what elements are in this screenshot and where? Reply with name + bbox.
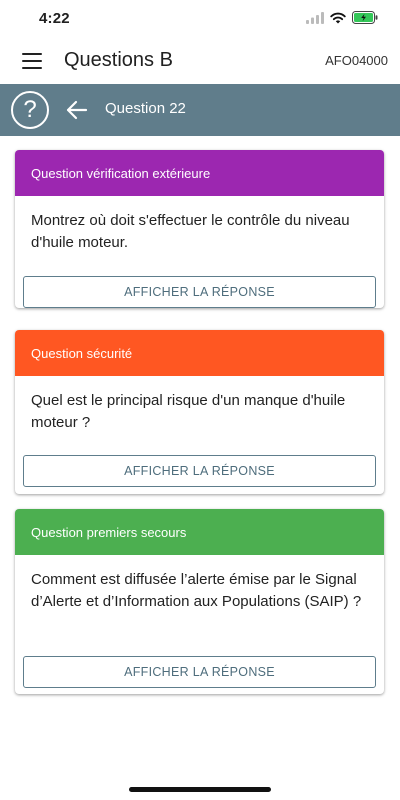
question-toolbar xyxy=(0,84,400,136)
menu-icon[interactable] xyxy=(22,53,42,69)
question-text: Comment est diffusée l’alerte émise par le Signal d’Alerte et d’Information aux Populations (SAIP) ? xyxy=(31,571,362,610)
question-card-safety xyxy=(15,330,384,494)
card-header-label: Question premiers secours xyxy=(31,524,187,540)
signal-icon xyxy=(306,12,324,24)
card-header-label: Question vérification extérieure xyxy=(31,165,211,181)
question-text: Quel est le principal risque d'un manque d'huile moteur ? xyxy=(31,392,346,431)
card-header xyxy=(15,509,384,555)
show-answer-button[interactable]: AFFICHER LA RÉPONSE xyxy=(23,455,376,487)
wifi-icon xyxy=(330,12,346,24)
card-header-label: Question sécurité xyxy=(31,345,133,361)
card-header xyxy=(15,330,384,376)
show-answer-button[interactable]: AFFICHER LA RÉPONSE xyxy=(23,656,376,688)
app-title: Questions B xyxy=(64,49,173,71)
home-indicator xyxy=(129,787,271,792)
app-bar xyxy=(0,38,400,84)
show-answer-button[interactable]: AFFICHER LA RÉPONSE xyxy=(23,276,376,308)
status-bar xyxy=(0,0,400,38)
question-number-title: Question 22 xyxy=(105,100,186,117)
card-header xyxy=(15,150,384,196)
status-icons xyxy=(306,11,378,24)
question-card-first-aid xyxy=(15,509,384,694)
back-arrow-icon[interactable] xyxy=(66,100,88,120)
app-code: AFO04000 xyxy=(325,53,388,68)
status-time: 4:22 xyxy=(39,10,70,27)
question-text: Montrez où doit s'effectuer le contrôle du niveau d'huile moteur. xyxy=(31,212,350,251)
question-card-exterior-check xyxy=(15,150,384,308)
battery-icon xyxy=(352,11,378,24)
help-icon[interactable]: ? xyxy=(11,91,49,129)
